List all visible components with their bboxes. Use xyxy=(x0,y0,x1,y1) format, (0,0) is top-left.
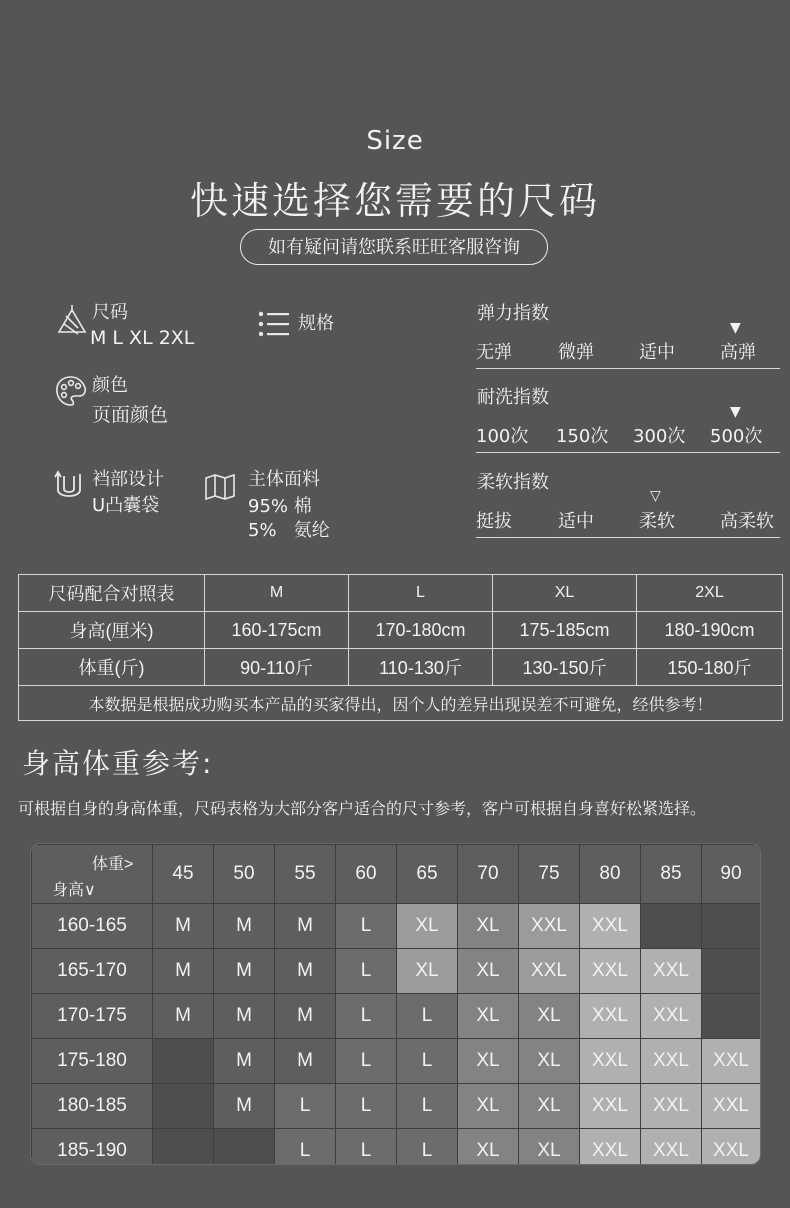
grid-cell: XL xyxy=(519,994,580,1039)
crotch-label: 裆部设计 xyxy=(92,469,164,490)
weight-header-cell: 45 xyxy=(153,845,214,904)
elastic-option: 高弹 xyxy=(720,342,756,363)
grid-cell xyxy=(153,1039,214,1084)
table-note-row xyxy=(19,686,783,721)
weight-axis-label: 体重> xyxy=(92,856,134,873)
grid-cell: M xyxy=(153,994,214,1039)
table-header-cell: 尺码配合对照表 xyxy=(19,575,205,612)
table-header-cell: M xyxy=(205,575,349,612)
grid-cell xyxy=(153,1084,214,1129)
grid-cell: L xyxy=(275,1129,336,1166)
elastic-option: 适中 xyxy=(639,342,675,363)
weight-header-cell: 50 xyxy=(214,845,275,904)
wash-option: 150次 xyxy=(556,426,609,447)
grid-cell: XXL xyxy=(641,994,702,1039)
grid-cell: XXL xyxy=(580,1084,641,1129)
reference-title: 身高体重参考: xyxy=(22,747,214,780)
weight-header-cell: 60 xyxy=(336,845,397,904)
soft-option: 柔软 xyxy=(639,511,675,532)
table-cell: 170-180cm xyxy=(349,612,493,649)
soft-option: 挺拔 xyxy=(476,511,512,532)
height-weight-table xyxy=(31,844,761,1165)
grid-cell: XL xyxy=(458,1129,519,1166)
table-cell: 身高(厘米) xyxy=(19,612,205,649)
table-row xyxy=(19,649,783,686)
wash-option: 500次 xyxy=(710,426,763,447)
grid-cell: XL xyxy=(458,994,519,1039)
size-chart-table xyxy=(18,574,783,721)
grid-cell: M xyxy=(214,1039,275,1084)
soft-index-title: 柔软指数 xyxy=(477,472,549,493)
grid-cell: XXL xyxy=(580,1129,641,1166)
grid-cell: M xyxy=(153,904,214,949)
consult-pill: 如有疑问请您联系旺旺客服咨询 xyxy=(240,229,548,265)
wash-option: 300次 xyxy=(633,426,686,447)
grid-cell: L xyxy=(397,1084,458,1129)
table-cell: 160-175cm xyxy=(205,612,349,649)
grid-cell xyxy=(702,949,761,994)
wash-index-title: 耐洗指数 xyxy=(477,387,549,408)
grid-row xyxy=(32,1084,761,1129)
fabric-label: 主体面料 xyxy=(248,469,320,490)
weight-header-cell: 85 xyxy=(641,845,702,904)
weight-header-cell: 90 xyxy=(702,845,761,904)
wash-option: 100次 xyxy=(476,426,529,447)
weight-header-cell: 65 xyxy=(397,845,458,904)
grid-cell: M xyxy=(275,1039,336,1084)
grid-cell: XL xyxy=(519,1039,580,1084)
grid-row xyxy=(32,904,761,949)
weight-header-cell: 55 xyxy=(275,845,336,904)
u-pouch-icon xyxy=(54,468,84,504)
grid-cell: XL xyxy=(458,1039,519,1084)
soft-option: 高柔软 xyxy=(720,511,774,532)
grid-cell: XL xyxy=(397,949,458,994)
color-label: 颜色 xyxy=(92,375,128,396)
grid-cell xyxy=(702,994,761,1039)
table-header-row xyxy=(19,575,783,612)
grid-cell: M xyxy=(153,949,214,994)
grid-cell: M xyxy=(214,949,275,994)
grid-cell: XXL xyxy=(641,1084,702,1129)
grid-cell: XXL xyxy=(702,1129,761,1166)
elastic-index-title: 弹力指数 xyxy=(477,303,549,324)
grid-cell: XL xyxy=(458,1084,519,1129)
reference-description: 可根据自身的身高体重，尺码表格为大部分客户适合的尺寸参考，客户可根据自身喜好松紧选择。 xyxy=(18,799,707,818)
grid-cell: L xyxy=(336,1129,397,1166)
table-cell: 体重(斤) xyxy=(19,649,205,686)
grid-cell: L xyxy=(397,994,458,1039)
fabric-line-2: 5% 氨纶 xyxy=(248,520,330,541)
weight-header-cell: 75 xyxy=(519,845,580,904)
grid-cell: XXL xyxy=(580,1039,641,1084)
grid-cell: XL xyxy=(397,904,458,949)
elastic-option: 无弹 xyxy=(476,342,512,363)
grid-cell: XXL xyxy=(580,994,641,1039)
table-cell: 110-130斤 xyxy=(349,649,493,686)
height-header-cell: 165-170 xyxy=(32,949,153,994)
wash-selected-marker: ▼ xyxy=(730,404,741,420)
grid-cell: L xyxy=(275,1084,336,1129)
table-cell: 130-150斤 xyxy=(493,649,637,686)
grid-cell: L xyxy=(336,994,397,1039)
grid-cell: M xyxy=(275,949,336,994)
grid-cell: XL xyxy=(458,949,519,994)
map-icon xyxy=(204,474,236,500)
weight-header-cell: 80 xyxy=(580,845,641,904)
soft-scale xyxy=(476,507,780,538)
grid-cell: XXL xyxy=(702,1039,761,1084)
grid-cell xyxy=(641,904,702,949)
grid-cell: XXL xyxy=(702,1084,761,1129)
height-weight-grid xyxy=(30,843,761,1165)
list-icon xyxy=(258,310,290,338)
table-header-cell: 2XL xyxy=(637,575,783,612)
grid-cell: XL xyxy=(519,1084,580,1129)
grid-cell: M xyxy=(275,904,336,949)
grid-cell: XXL xyxy=(519,949,580,994)
table-cell: 175-185cm xyxy=(493,612,637,649)
size-label: 尺码 xyxy=(92,302,128,323)
grid-cell xyxy=(153,1129,214,1166)
grid-row xyxy=(32,1129,761,1166)
spec-label: 规格 xyxy=(298,313,334,334)
fabric-line-1: 95% 棉 xyxy=(248,496,312,517)
grid-cell: XXL xyxy=(641,1039,702,1084)
table-cell: 150-180斤 xyxy=(637,649,783,686)
hanger-icon xyxy=(56,302,88,336)
grid-cell: L xyxy=(336,1084,397,1129)
grid-cell: L xyxy=(336,1039,397,1084)
grid-cell: XXL xyxy=(641,949,702,994)
table-header-cell: L xyxy=(349,575,493,612)
table-cell: 180-190cm xyxy=(637,612,783,649)
height-header-cell: 185-190 xyxy=(32,1129,153,1166)
grid-row xyxy=(32,1039,761,1084)
table-header-cell: XL xyxy=(493,575,637,612)
grid-cell: XL xyxy=(458,904,519,949)
soft-selected-marker: ▽ xyxy=(650,488,661,504)
grid-cell: L xyxy=(336,904,397,949)
table-cell: 90-110斤 xyxy=(205,649,349,686)
height-header-cell: 170-175 xyxy=(32,994,153,1039)
table-row xyxy=(19,612,783,649)
wash-scale xyxy=(476,422,780,453)
grid-cell: XXL xyxy=(580,949,641,994)
page-title: 快速选择您需要的尺码 xyxy=(189,179,600,223)
grid-row xyxy=(32,994,761,1039)
elastic-selected-marker: ▼ xyxy=(730,320,741,336)
grid-cell: XXL xyxy=(580,904,641,949)
palette-icon xyxy=(54,374,88,408)
size-english-title: Size xyxy=(366,126,424,156)
height-header-cell: 160-165 xyxy=(32,904,153,949)
color-value: 页面颜色 xyxy=(92,404,169,426)
elastic-scale xyxy=(476,338,780,369)
grid-cell: L xyxy=(397,1039,458,1084)
grid-cell: M xyxy=(214,1084,275,1129)
grid-cell: L xyxy=(336,949,397,994)
grid-cell: XXL xyxy=(519,904,580,949)
crotch-value: U凸囊袋 xyxy=(92,495,160,516)
soft-option: 适中 xyxy=(558,511,594,532)
grid-cell xyxy=(214,1129,275,1166)
grid-cell xyxy=(702,904,761,949)
grid-cell: M xyxy=(275,994,336,1039)
height-header-cell: 180-185 xyxy=(32,1084,153,1129)
grid-header-row xyxy=(32,845,761,904)
grid-cell: L xyxy=(397,1129,458,1166)
grid-cell: M xyxy=(214,904,275,949)
weight-header-cell: 70 xyxy=(458,845,519,904)
grid-corner xyxy=(32,845,153,904)
grid-cell: XL xyxy=(519,1129,580,1166)
grid-row xyxy=(32,949,761,994)
table-note: 本数据是根据成功购买本产品的买家得出，因个人的差异出现误差不可避免，经供参考！ xyxy=(19,686,783,721)
grid-cell: XXL xyxy=(641,1129,702,1166)
size-value: M L XL 2XL xyxy=(90,327,195,349)
height-header-cell: 175-180 xyxy=(32,1039,153,1084)
height-axis-label: 身高∨ xyxy=(52,882,96,899)
elastic-option: 微弹 xyxy=(558,342,594,363)
grid-cell: M xyxy=(214,994,275,1039)
